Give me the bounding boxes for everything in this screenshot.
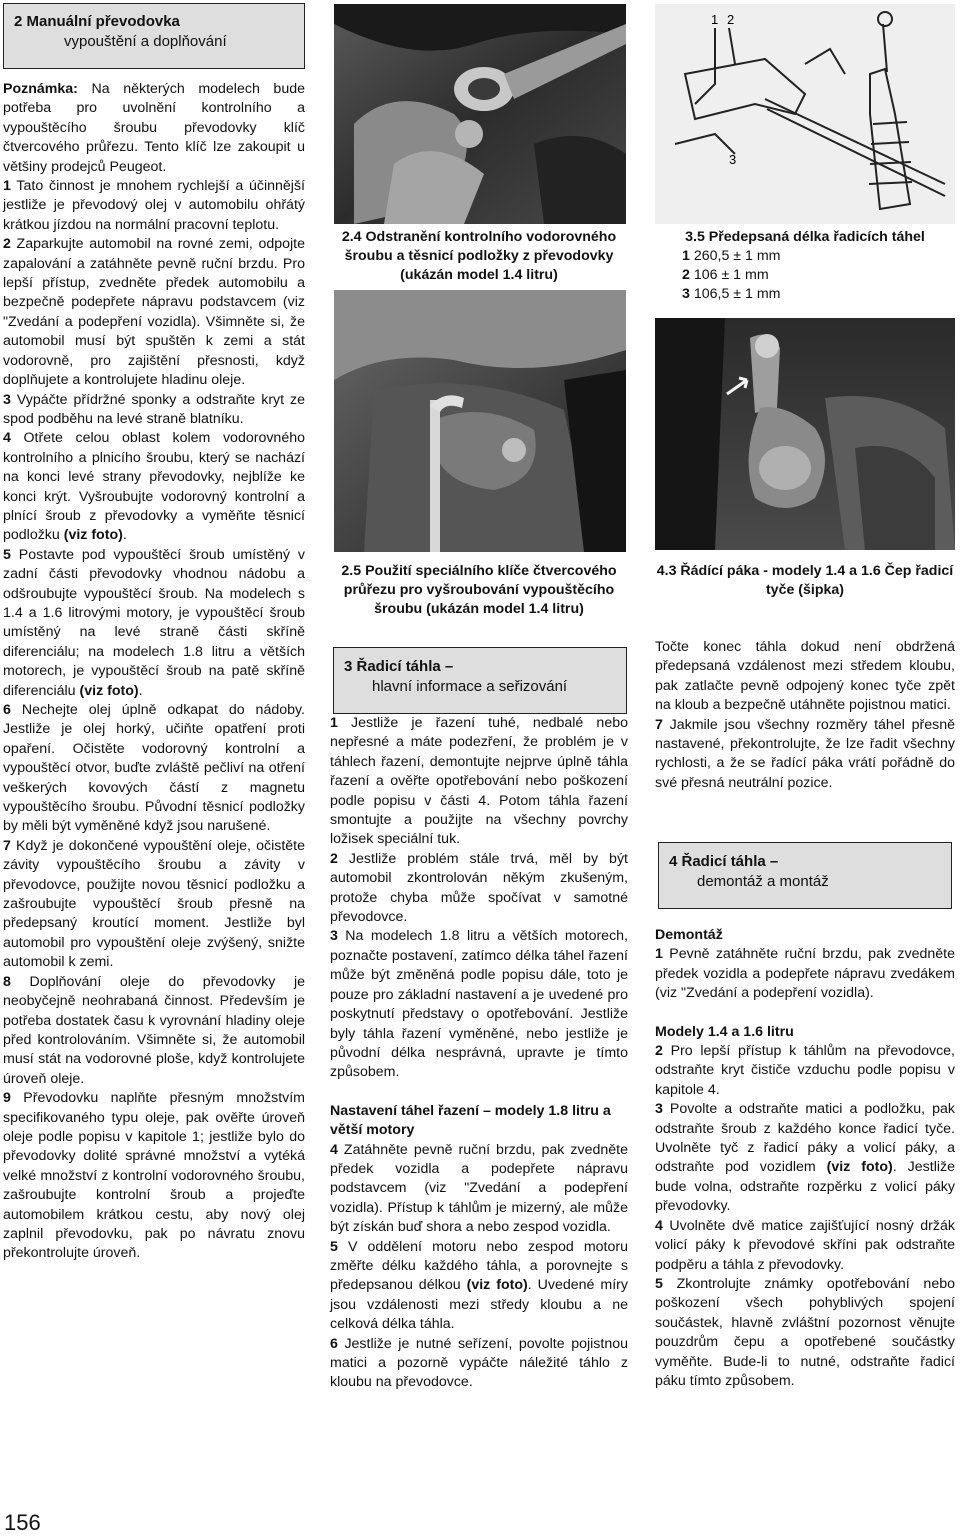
step-5 (330, 1238, 628, 1335)
caption-2-5: 2.5 Použití speciálního klíče čtvercového průřezu pro vyšroubování vypouštěcího šroubu (ukázán model 1.4 litru) (341, 563, 617, 617)
caption-4-3: 4.3 Řádící páka - modely 1.4 a 1.6 Čep řadicí tyče (šipka) (656, 563, 954, 598)
section-subtitle: vypouštění a doplňování (64, 33, 227, 50)
step-number: 3 (3, 391, 11, 408)
page-number: 156 (4, 1510, 41, 1535)
section-title: 4 Řadicí táhla – (669, 853, 779, 870)
section-4-header (658, 842, 952, 909)
step-text: Převodovku naplňte přesným množstvím specifikovaného typu oleje, pak ověřte úroveň oleje podle popisu v kapitole 1; jestliže bylo do převodovky dolité správné množství a vytéká velké množství z kontrolní vodorovného šroubu, zašroubujte kontrolní šroub a projeďte automobilem krátkou cestu, aby nový olej zaplnil převodovku, pak po návratu znovu překontrolujte úroveň. (3, 1090, 305, 1262)
caption-2-4: 2.4 Odstranění kontrolního vodorovného šroubu a těsnicí podložky z převodovky (ukázán model 1.4 litru) (341, 229, 617, 283)
step-text: Povolte a odstraňte matici a podložku, pak odstraňte šroub z každého konce řadicí tyče. Uvolněte tyč z řadicí páky a volicí páky, a odstraňte pod vozidlem (655, 1101, 955, 1176)
caption-3-5-line-2 (655, 266, 955, 285)
dim-value: 106 ± 1 mm (689, 267, 769, 283)
section-subtitle: hlavní informace a seřizování (372, 678, 568, 695)
step-text: Zatáhněte pevně ruční brzdu, pak zvedněte předek vozidla a podepřete nápravu podstavcem (viz "Zvedání a podepření vozidla). Přístup k táhlům je mizerný, ale může být získán buď shora a nebo zespod vozidla. (330, 1141, 628, 1236)
caption-3-5-line-3 (655, 285, 955, 304)
step-number: 7 (3, 837, 11, 854)
photo-2-5-image (334, 290, 626, 552)
step-text: Uvolněte dvě matice zajišťující nosný držák volicí páky k převodové skříni pak odstraňte podpěru a táhla z převodovky. (655, 1217, 955, 1273)
caption-3-5-title: 3.5 Předepsaná délka řadicích táhel (685, 229, 925, 245)
step-text-end: . Uvedené míry jsou vzdálenosti mezi středy kloubu a ne celková délka táhla. (330, 1277, 628, 1333)
step-text: Pro lepší přístup k táhlům na převodovce, odstraňte kryt čističe vzduchu podle popisu v kapitole 4. (655, 1043, 955, 1098)
step-number: 1 (3, 178, 11, 195)
step-2 (330, 850, 628, 928)
step-text: Vypáčte přídržné sponky a odstraňte kryt ze spod podběhu na levé straně blatníku. (3, 391, 305, 427)
step-text: Postavte pod vypouštěcí šroub umístěný v zadní části převodovky vhodnou nádobu a odšroubujte vypouštěcí šroub. Na modelech s 1.4 a 1.6 litrovými motory, je vypouštěcí šroub umístěný na levé straně části skříně diferenciálu; na modelech 1.8 litru a větších motorech, je vypouštěcí šroub na patě skříně diferenciálu (3, 546, 305, 699)
caption-3-5-line-1 (655, 247, 955, 266)
step-number: 1 (655, 946, 663, 963)
subheading-models: Modely 1.4 a 1.6 litru (655, 1023, 794, 1040)
photo-4-3-image (655, 318, 955, 550)
figure-3-5 (655, 4, 955, 224)
photo-2-4-image (334, 4, 626, 224)
note-label: Poznámka: (3, 81, 78, 97)
step-number: 6 (3, 702, 11, 718)
step-text: Doplňování oleje do převodovky je neobyčejně neohrabaná činnost. Především je potřeba dostatek času k vyrovnání hladiny oleje před kontrolováním. Všimněte si, že automobil musí stát na vodorovné ploše, když kontrolujete úroveň oleje. (3, 973, 305, 1087)
step-6 (330, 1335, 628, 1393)
dim-number: 3 (682, 286, 690, 302)
step-text: Otřete celou oblast kolem vodorovného kontrolního a plnicího šroubu, který se nachází na konci levé strany převodovky, nejblíže ke konci krýt. Vyšroubujte vodorovný kontrolní a plnící šroub z převodovky a vyměňte těsnicí podložku (3, 430, 305, 544)
section-title: 2 Manuální převodovka (14, 13, 180, 30)
step-text: Na modelech 1.8 litru a větších motorech, poznačte postavení, zatímco délka táhel řazení může být změněná podle popisu dále, toto je pouze pro základní nastavení a je uvedené pro poskytnutí představy o opotřebování. Jestliže byly táhla řazení vyměněné, nebo jestliže je původní délka nesprávná, upravte je tímto způsobem. (330, 928, 628, 1081)
step-number: 9 (3, 1090, 11, 1107)
note-paragraph (3, 80, 305, 177)
step-3 (3, 391, 305, 430)
photo-ref: (viz foto) (63, 527, 123, 544)
dim-value: 260,5 ± 1 mm (689, 248, 781, 264)
step-8 (3, 973, 305, 1089)
step-text-end: . (138, 682, 143, 699)
col3-body-top (655, 638, 955, 793)
step-text: Nechejte olej úplně odkapat do nádoby. Jestliže je olej horký, učiňte opatření proti opaření. Očistěte vodorovný kontrolní a vypouštěcí otvor, buďte zvláště pečliví na otření veškerých kovových částí z magnetu vypouštěcího šroubu. Původní těsnicí podložky by měli být vyměněné když jsou narušené. (3, 702, 305, 835)
step-5 (655, 1275, 955, 1391)
step-5 (3, 546, 305, 701)
step-1 (3, 177, 305, 235)
dim-value: 106,5 ± 1 mm (689, 286, 781, 302)
photo-2-4 (334, 4, 626, 224)
step-number: 2 (330, 850, 338, 867)
column-1 (3, 0, 305, 1264)
step-6 (3, 701, 305, 837)
subheading: Nastavení táhel řazení – modely 1.8 litru a větší motory (330, 1102, 611, 1139)
step-text: Pevně zatáhněte ruční brzdu, pak zvedněte předek vozidla a podepřete nápravu zvedákem (viz "Zvedání a podepření vozidla). (655, 946, 955, 1002)
note-text: Na některých modelech bude potřeba pro uvolnění kontrolního a vypouštěcího šroubu převodovky klíč čtvercového průřezu. Tento klíč lze zakoupit u většiny prodejců Peugeot. (3, 81, 305, 175)
step-text: Jestliže je nutné seřízení, povolte pojistnou matici a pozorně vypáčte náležité táhlo z kloubu na převodovce. (330, 1335, 628, 1391)
intro-paragraph: Točte konec táhla dokud není obdržená předepsaná vzdálenost mezi středem kloubu, pak zatlačte pevně odpojený konec tyče zpět na kloub a bezpečně utáhněte pojistnou matici. (655, 639, 955, 714)
step-number: 1 (330, 715, 338, 731)
step-number: 8 (3, 973, 11, 990)
step-text: V oddělení motoru nebo zespod motoru změřte délku každého táhla, a porovnejte s předepsanou délkou (330, 1238, 628, 1294)
step-number: 5 (330, 1238, 338, 1255)
col2-body (330, 714, 628, 1393)
step-4 (655, 1217, 955, 1275)
section-subtitle: demontáž a montáž (697, 873, 829, 890)
step-number: 5 (3, 546, 11, 563)
dim-number: 2 (682, 267, 690, 283)
photo-ref: (viz foto) (466, 1277, 528, 1294)
figure-label-3: 3 (729, 152, 737, 167)
step-text-end: . Jestliže bude volna, odstraňte rozpěrku z volicí páky převodovky. (655, 1159, 955, 1215)
step-9 (3, 1089, 305, 1264)
col1-body (3, 80, 305, 1264)
figure-label-1: 1 (711, 12, 719, 27)
photo-4-3 (655, 318, 955, 550)
step-2 (3, 235, 305, 390)
step-number: 4 (655, 1217, 663, 1234)
step-4 (330, 1141, 628, 1238)
dim-number: 1 (682, 248, 690, 264)
step-number: 4 (3, 430, 11, 447)
step-number: 4 (330, 1141, 338, 1158)
col3-body (655, 926, 955, 1391)
step-text-end: . (122, 527, 127, 544)
section-title: 3 Řadicí táhla – (344, 658, 454, 675)
step-2 (655, 1042, 955, 1100)
step-3 (655, 1100, 955, 1216)
section-3-header (333, 647, 627, 714)
step-text: Jestliže je řazení tuhé, nedbalé nebo nepřesné a máte podezření, že problém je v táhlech řazení, demontujte nejprve úplně táhla řazení a ověřte opotřebování nebo poškození podle popisu v části 4. Potom táhla řazení smontujte a použijte na všechny povrchy ložisek speciální tuk. (330, 715, 628, 848)
photo-ref: (viz foto) (79, 682, 139, 699)
step-number: 6 (330, 1335, 338, 1352)
step-number: 3 (330, 928, 338, 945)
figure-label-2: 2 (727, 12, 735, 27)
figure-3-5-drawing (655, 4, 955, 224)
step-text: Jestliže problém stále trvá, měl by být automobil zkontrolován někým zkušeným, protože chyba může spočívat v samotné převodovce. (330, 850, 628, 926)
subheading-demontaz: Demontáž (655, 927, 723, 943)
photo-2-5 (334, 290, 626, 552)
step-number: 2 (3, 236, 11, 253)
step-text: Zaparkujte automobil na rovné zemi, odpojte zapalování a zatáhněte pevně ruční brzdu. Pro lepší přístup, zvedněte předek automobilu a bezpečně podepřete nápravu podstavcem (viz "Zvedání a podepření vozidla). Všimněte si, že automobil musí být spuštěn k zemi a stát vodorovně, pro zajištění přesnosti, když doplňujete a kontrolujete hladinu oleje. (3, 236, 305, 389)
step-4 (3, 429, 305, 545)
step-1 (655, 945, 955, 1003)
step-number: 2 (655, 1043, 663, 1060)
step-7 (3, 837, 305, 973)
step-text: Když je dokončené vypouštění oleje, očistěte závity vypouštěcího šroubu a závity v převodovce, použijte novou těsnicí podložku a zašroubujte vypouštěcí šroub přesně na předepsaný kroutící moment. Jestliže byl automobil pro vypouštění oleje zvýšený, snižte automobil k zemi. (3, 837, 305, 971)
step-number: 7 (655, 716, 663, 733)
step-text: Jakmile jsou všechny rozměry táhel přesně nastavené, překontrolujte, že lze řadit všechny rychlosti, a že se řadící páka vrátí pořádně do své přesná neutrální pozice. (655, 716, 955, 791)
step-7 (655, 716, 955, 794)
step-text: Tato činnost je mnohem rychlejší a účinnější jestliže je převodový olej v automobilu ohřátý krátkou jízdou na normální pracovní teplotu. (3, 178, 305, 233)
step-1 (330, 714, 628, 850)
step-number: 3 (655, 1101, 663, 1118)
step-3 (330, 927, 628, 1082)
section-2-header (3, 3, 305, 69)
photo-ref: (viz foto) (826, 1159, 893, 1176)
step-number: 5 (655, 1275, 663, 1292)
step-text: Zkontrolujte známky opotřebování nebo poškození všech pohyblivých spojení součástek, hlavně zvláštní pozornost věnujte pouzdrům čepu a opotřebené součástky vyměňte. Bude-li to nutné, odstraňte řadicí páku tímto způsobem. (655, 1275, 955, 1389)
caption-3-5 (655, 228, 955, 304)
